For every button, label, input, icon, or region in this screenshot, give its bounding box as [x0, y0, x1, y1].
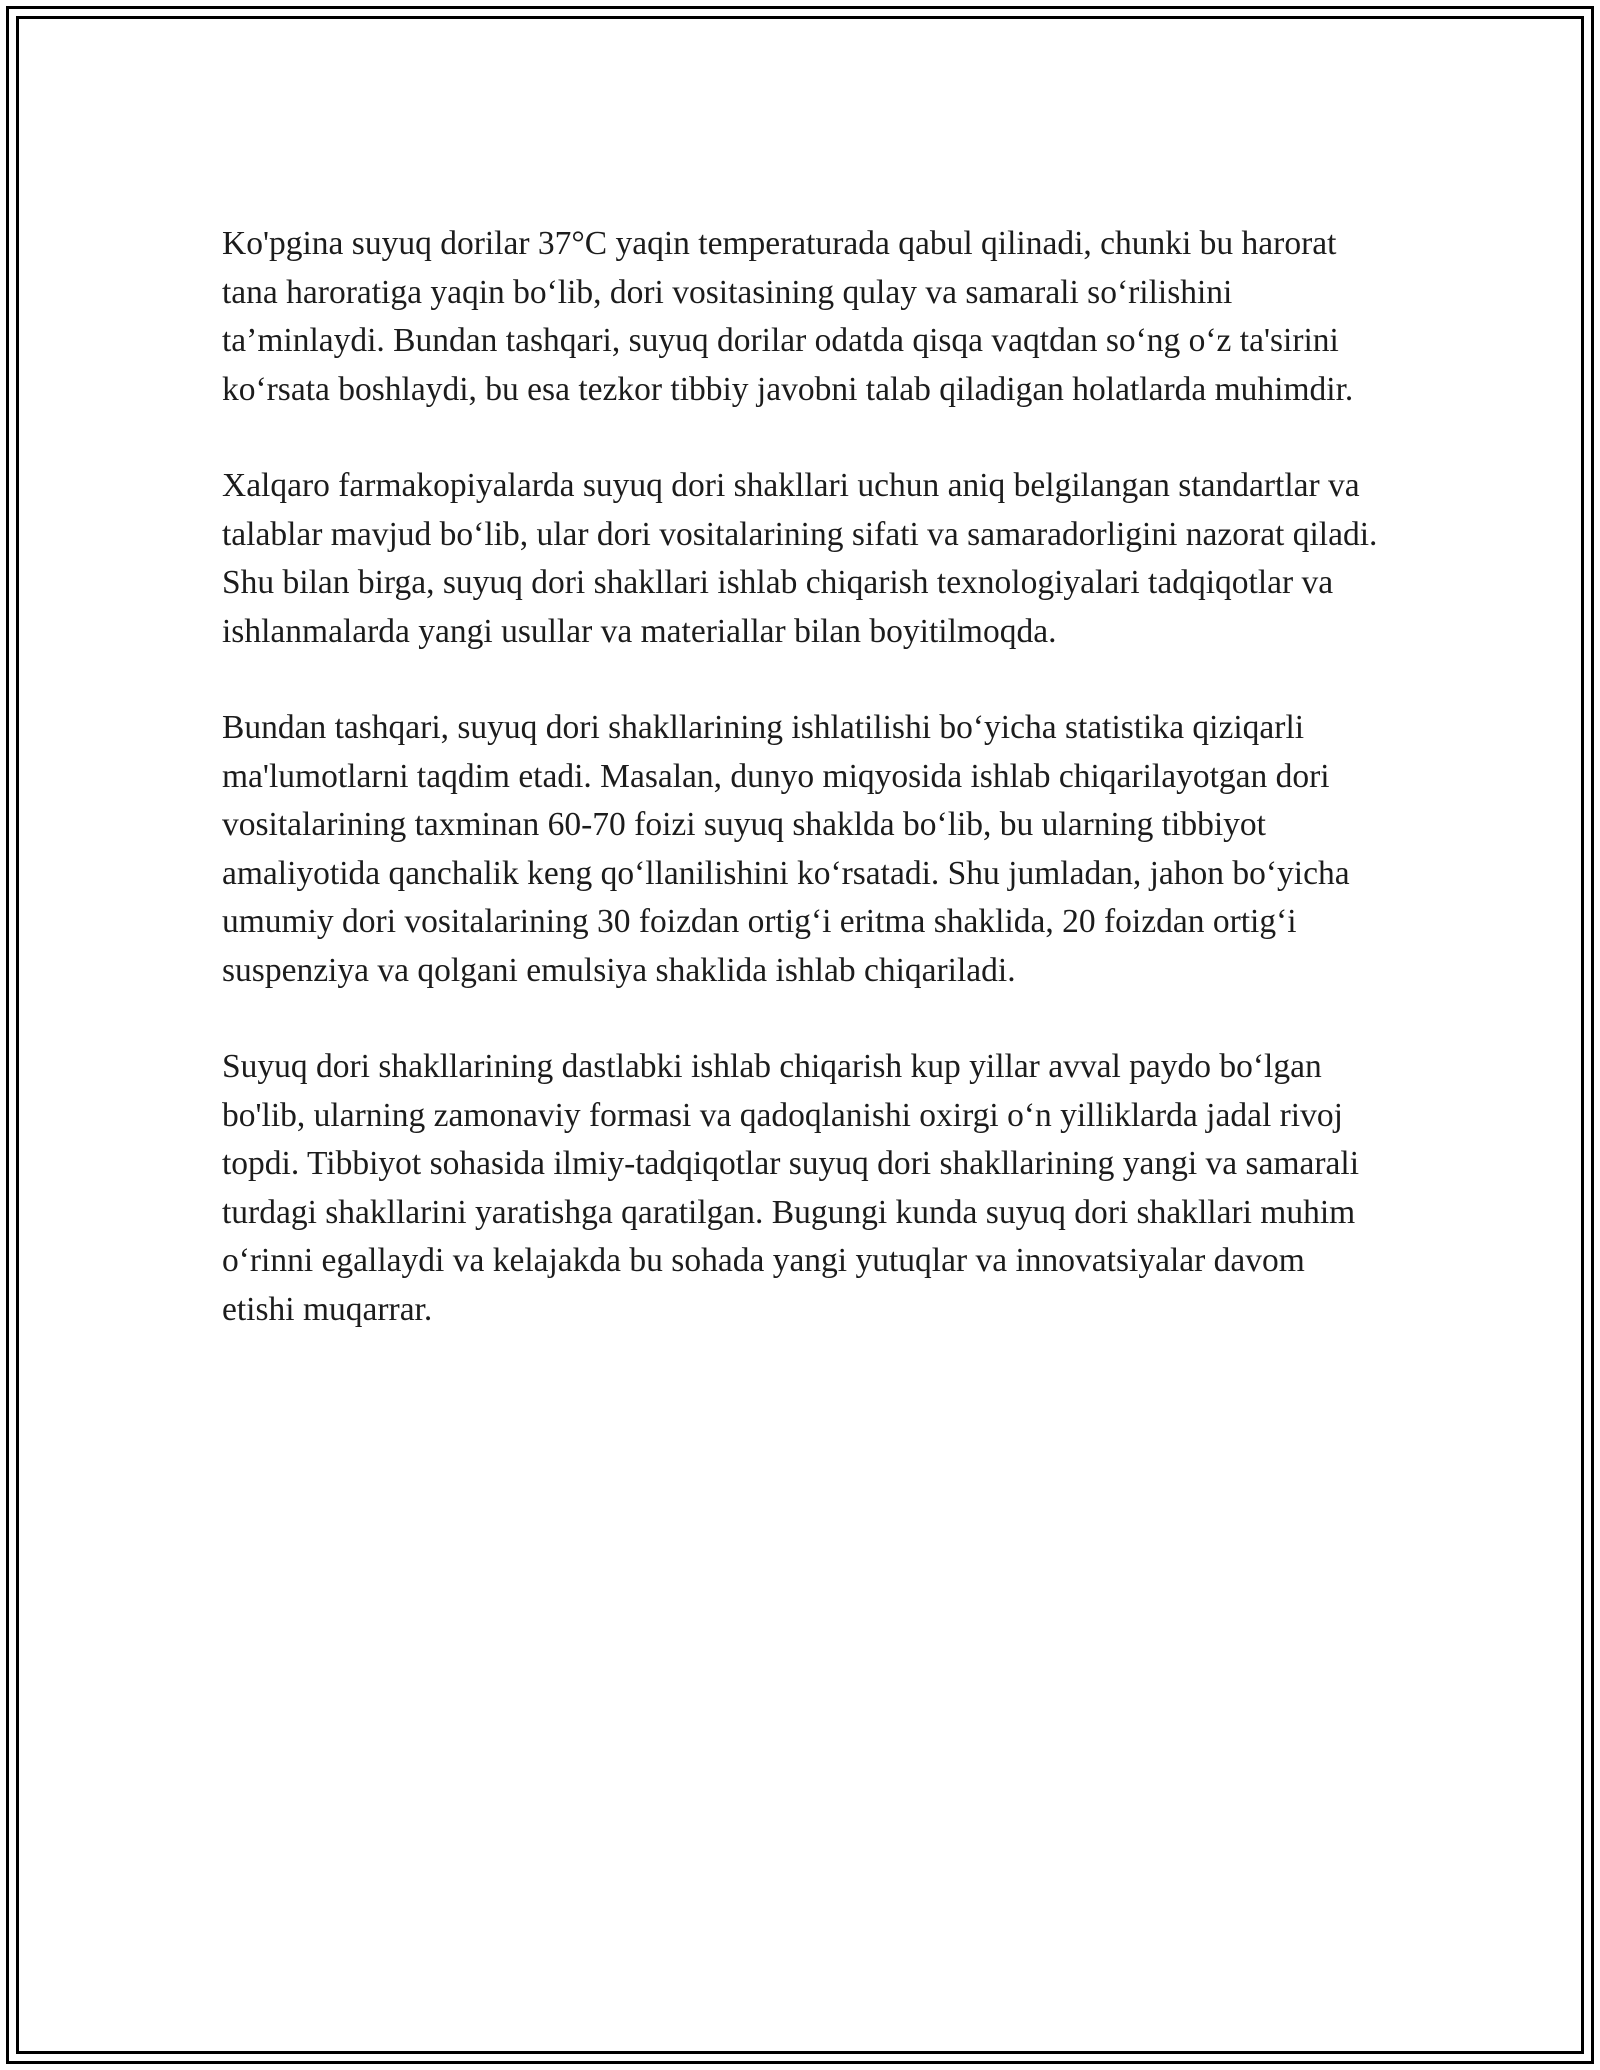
document-body [222, 220, 1382, 1382]
paragraph-3: Bundan tashqari, suyuq dori shakllarining ishlatilishi bo‘yicha statistika qiziqarli ma'lumotlarni taqdim etadi. Masalan, dunyo miqyosida ishlab chiqarilayotgan dori vositalarining taxminan 60-70 foizi suyuq shaklda bo‘lib, bu ularning tibbiyot amaliyotida qanchalik keng qo‘llanilishini ko‘rsatadi. Shu jumladan, jahon bo‘yicha umumiy dori vositalarining 30 foizdan ortig‘i eritma shaklida, 20 foizdan ortig‘i suspenziya va qolgani emulsiya shaklida ishlab chiqariladi. [222, 709, 1350, 989]
paragraph-2: Xalqaro farmakopiyalarda suyuq dori shakllari uchun aniq belgilangan standartlar va talablar mavjud bo‘lib, ular dori vositalarining sifati va samaradorligini nazorat qiladi. Shu bilan birga, suyuq dori shakllari ishlab chiqarish texnologiyalari tadqiqotlar va ishlanmalarda yangi usullar va materiallar bilan boyitilmoqda. [222, 467, 1378, 650]
paragraph-4: Suyuq dori shakllarining dastlabki ishlab chiqarish kup yillar avval paydo bo‘lgan bo'lib, ularning zamonaviy formasi va qadoqlanishi oxirgi o‘n yilliklarda jadal rivoj topdi. Tibbiyot sohasida ilmiy-tadqiqotlar suyuq dori shakllarining yangi va samarali turdagi shakllarini yaratishga qaratilgan. Bugungi kunda suyuq dori shakllari muhim o‘rinni egallaydi va kelajakda bu sohada yangi yutuqlar va innovatsiyalar davom etishi muqarrar. [222, 1048, 1360, 1328]
paragraph-1: Ko'pgina suyuq dorilar 37°C yaqin temperaturada qabul qilinadi, chunki bu harorat tana haroratiga yaqin bo‘lib, dori vositasining qulay va samarali so‘rilishini ta’minlaydi. Bundan tashqari, suyuq dorilar odatda qisqa vaqtdan so‘ng o‘z ta'sirini ko‘rsata boshlaydi, bu esa tezkor tibbiy javobni talab qiladigan holatlarda muhimdir. [222, 225, 1354, 408]
